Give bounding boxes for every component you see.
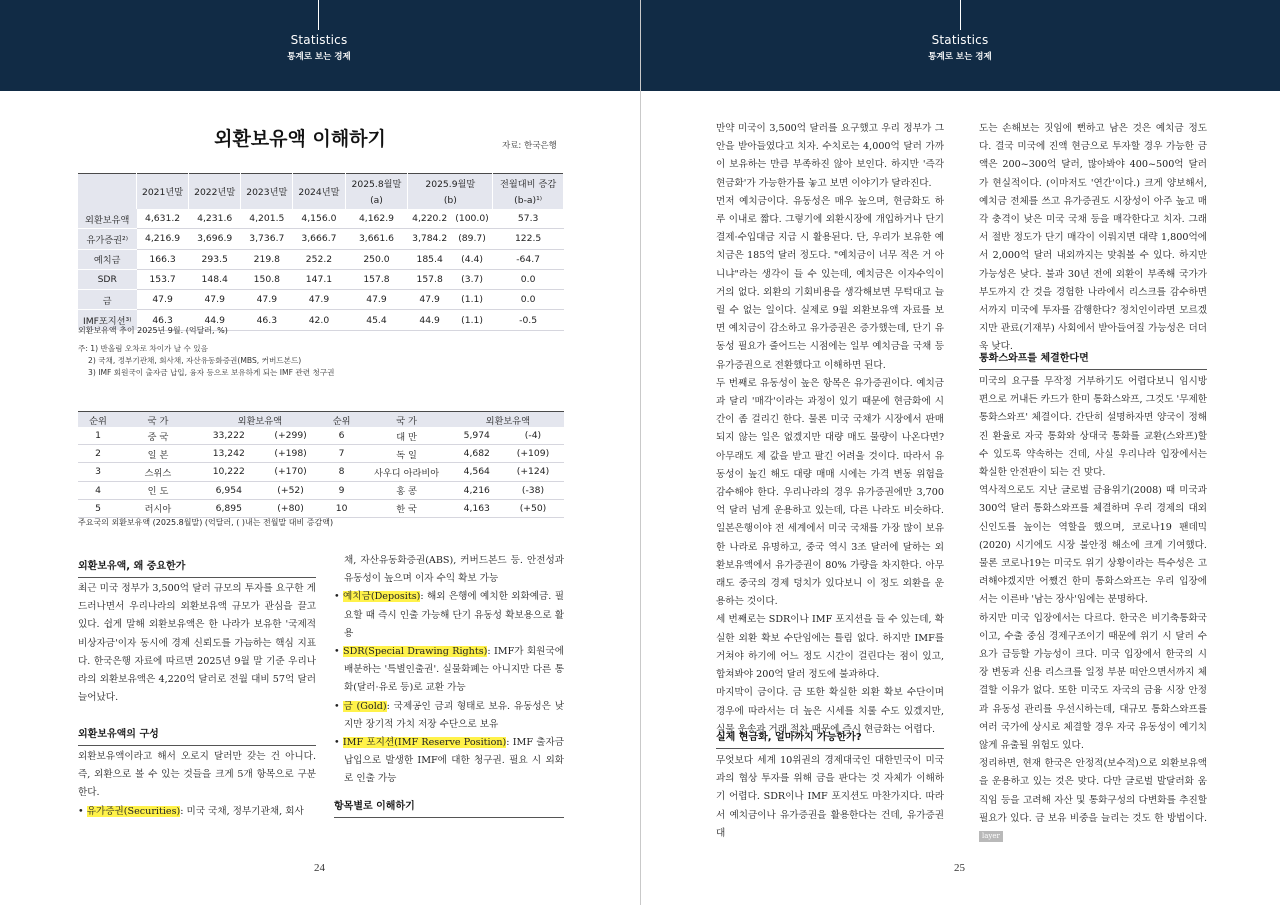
table-row [78, 445, 564, 463]
highlight-term: IMF 포지션(IMF Reserve Position) [342, 737, 507, 749]
table-header-cell: 외환보유액 [198, 412, 322, 428]
header-title-en: Statistics [290, 33, 348, 47]
table-header-cell: 2021년말 [137, 174, 189, 210]
table-cell: 3,661.6 [345, 229, 408, 249]
table-row [78, 481, 564, 499]
table-cell: 250.0 [345, 249, 408, 269]
paragraph: 미국의 요구를 무작정 거부하기도 어렵다보니 임시방편으로 꺼내든 카드가 한미 통화스와프, 그것도 '무제한 통화스와프' 체결이다. 간단히 설명하자면 양국이 정해진 환율로 자국 통화와 상대국 통화를 교환(스와프)할 수 있도록 약속하는 건데, 사실 우리나라 입장에서는 확실한 안전판이 되는 건 맞다. [979, 376, 1207, 479]
row-header-cell: IMF포지션³⁾ [78, 310, 137, 330]
paragraph-text: 정리하면, 현재 한국은 안정적(보수적)으로 외환보유액을 운용하고 있는 것은 맞다. 다만 글로벌 발달러화 움직임 등을 고려해 자산 및 통화구성의 다변화를 추진할 필요가 있다. 금 보유 비중을 늘리는 것도 한 방법이다. [979, 758, 1207, 824]
table-row [78, 229, 564, 249]
paragraph: 먼저 예치금이다. 유동성은 매우 높으며, 현금화도 하루 이내로 짧다. 그렇기에 외환시장에 개입하거나 단기 결제·수입대금 지급 시 활용된다. 단, 우리가 보유한 예치금은 185억 달러 정도다. "예치금이 너무 적은 거 아니냐"라는 생각이 들 수 있는데, 예치금은 이자수익이 거의 없다. 외환의 기회비용을 생각해보면 무턱대고 늘릴 수 없는 일이다. 실제로 9월 외환보유액 자료를 보면 예치금이 감소하고 유가증권은 증가했는데, 단기 유동성 필요가 줄어드는 시점에는 일부 예치금을 국채 등 유가증권으로 전환했다고 이해하면 된다. [716, 195, 944, 371]
table-cell: 3,696.9 [189, 229, 241, 249]
table-cell: 3,784.2 [408, 229, 451, 249]
table-cell: 1 [78, 427, 118, 445]
table-cell: 185.4 [408, 249, 451, 269]
right-page [640, 0, 1280, 905]
section-heading: 외환보유액의 구성 [78, 725, 316, 746]
bullet-text: : 국제공인 금괴 형태로 보유. 유동성은 낮지만 장기적 가치 저장 수단으로 보유 [344, 700, 564, 730]
table-row [78, 499, 564, 517]
table-cell: 4,631.2 [137, 209, 189, 229]
table-cell: 4,216.9 [137, 229, 189, 249]
paragraph: 역사적으로도 지난 글로벌 금융위기(2008) 때 미국과 300억 달러 통화스와프를 체결하며 우리 경제의 대외신인도를 높이는 역할을 했으며, 코로나19 팬데믹(2020) 시기에도 시장 불안정 해소에 크게 기여했다. 물론 코로나19는 미국도 위기 상황이라는 특수성은 고려해야겠지만 어쨌건 한미 통화스와프는 우리 입장에서는 이른바 '남는 장사'임에는 분명하다. [979, 485, 1207, 606]
article-title: 외환보유액 이해하기 [214, 128, 386, 150]
table-cell: 9 [322, 481, 362, 499]
header-rule [318, 0, 319, 30]
table-cell: 6,954 [198, 481, 260, 499]
table-header-cell: 국 가 [118, 412, 198, 428]
table-cell: 219.8 [241, 249, 293, 269]
table-cell: 13,242 [198, 445, 260, 463]
table-cell: 3,666.7 [293, 229, 345, 249]
table-cell: (+109) [502, 445, 564, 463]
table-cell: (1.1) [451, 310, 492, 330]
table-cell: (3.7) [451, 269, 492, 289]
paragraph: 외환보유액이라고 해서 오로지 달러만 갖는 건 아니다. 즉, 외환으로 볼 수 있는 것들을 크게 5개 항목으로 구분한다. [78, 751, 316, 799]
body-text [979, 120, 1207, 357]
table-cell: (100.0) [451, 209, 492, 229]
table-cell: (+52) [260, 481, 322, 499]
table-cell: 10,222 [198, 463, 260, 481]
table-cell: (+170) [260, 463, 322, 481]
table-cell: 157.8 [345, 269, 408, 289]
table-cell: 4,163 [452, 499, 502, 517]
note-line: 3) IMF 회원국이 출자금 납입, 융자 등으로 보유하게 되는 IMF 관련 청구권 [88, 368, 335, 377]
table-cell: 4,201.5 [241, 209, 293, 229]
table-cell: 4,156.0 [293, 209, 345, 229]
table2-caption: 주요국의 외환보유액 (2025.8월말) (억달러, ( )내는 전월말 대비 증감액) [78, 518, 334, 527]
table-cell: 252.2 [293, 249, 345, 269]
table-source: 자료: 한국은행 [502, 141, 557, 151]
row-header-cell: 예치금 [78, 249, 137, 269]
table-cell: 150.8 [241, 269, 293, 289]
table-cell: 3,736.7 [241, 229, 293, 249]
table-header-cell: 전월대비 증감 (b-a)¹⁾ [493, 174, 564, 210]
table-cell: 독 일 [362, 445, 452, 463]
table-header-cell: 2023년말 [241, 174, 293, 210]
paragraph: 무엇보다 세계 10위권의 경제대국인 대한민국이 미국과의 협상 투자를 위해 금을 판다는 것 자체가 이해하기 어렵다. SDR이나 IMF 포지션도 마찬가지다. 따라서 예치금이나 유가증권을 활용한다는 건데, 유가증권 대 [716, 755, 944, 839]
table-cell: (-38) [502, 481, 564, 499]
body-text [716, 120, 944, 739]
paragraph: 최근 미국 정부가 3,500억 달러 규모의 투자를 요구한 게 드러나면서 우리나라의 외환보유액 규모가 관심을 끌고 있다. 쉽게 말해 외환보유액은 한 나라가 보유한 '국제적 비상자금'이자 동시에 경제 신뢰도를 가늠하는 핵심 지표다. 한국은행 자료에 따르면 2025년 9월 말 기준 우리나라의 외환보유액은 4,220억 달러로 전월 대비 57억 달러 늘어났다. [78, 583, 316, 704]
header-title-ko: 통계로 보는 경제 [928, 52, 992, 62]
table-row [78, 249, 564, 269]
table-cell: 47.9 [189, 290, 241, 310]
table-cell: 46.3 [241, 310, 293, 330]
table-cell: (+198) [260, 445, 322, 463]
table-cell: 122.5 [493, 229, 564, 249]
table1-caption: 외환보유액 추이 2025년 9월. (억달러, %) [78, 326, 228, 335]
table-header-cell: 2024년말 [293, 174, 345, 210]
paragraph: 도는 손해보는 짓임에 뻔하고 남은 것은 예치금 정도다. 결국 미국에 진액 현금으로 투자할 경우 가능한 금액은 200~300억 달러, 많아봐야 400~500억 달러가 현실적이다. (이마저도 '연간'이다.) 크게 양보해서, 예치금 전체를 쓰고 유가증권도 시장성이 아주 높고 매각 충격이 낮은 미국 국채 등을 매각한다고 치자. 그래서 절반 정도가 단기 매각이 이뤄지면 대략 1,800억에서 2,000억 달러 내외까지는 맞춰볼 수 있다. 하지만 가능성은 낮다. 불과 30년 전에 외환이 부족해 국가가 부도까지 간 것을 경험한 나라에서 리스크를 감수하면서까지 미국에 투자를 감행한다? 정치인이라면 모르겠지만 관료(기재부) 사회에서 받아들여질 가능성은 더더욱 낮다. [979, 123, 1207, 353]
row-header-cell: 외환보유액 [78, 209, 137, 229]
table-cell: (4.4) [451, 249, 492, 269]
note-line: 2) 국채, 정부기관채, 회사채, 자산유동화증권(MBS, 커버드본드) [88, 356, 302, 365]
table-header-cell: 순위 [322, 412, 362, 428]
table-cell: 일 본 [118, 445, 198, 463]
highlight-term: SDR(Special Drawing Rights) [343, 646, 488, 658]
table-header-cell [78, 174, 137, 210]
page-number: 25 [954, 862, 965, 874]
table-cell: (+124) [502, 463, 564, 481]
table-row [78, 427, 564, 445]
table-header-cell: 외환보유액 [452, 412, 564, 428]
table-cell: 대 만 [362, 427, 452, 445]
table-cell: 47.9 [345, 290, 408, 310]
table-cell: 47.9 [293, 290, 345, 310]
paragraph: 하지만 미국 입장에서는 다르다. 한국은 비기축통화국이고, 수출 중심 경제구조이기 때문에 위기 시 달러 수요가 급등할 가능성이 크다. 미국 입장에서 한국의 시장 변동과 신용 리스크를 일정 부분 떠안으면서까지 체결할 이유가 없다. 또한 미국도 자국의 금융 시장 안정과 유동성 관리를 우선시하는데, 대규모 통화스와프를 여러 국가에 상시로 체결할 경우 자국 유동성이 예기치않게 유출될 위험도 있다. [979, 612, 1207, 752]
table-cell: 스위스 [118, 463, 198, 481]
table-cell: 4,231.6 [189, 209, 241, 229]
table-cell: 166.3 [137, 249, 189, 269]
table-header-cell: 2025.8월말 (a) [345, 174, 408, 210]
table-cell: 6 [322, 427, 362, 445]
table-cell: 4,216 [452, 481, 502, 499]
table-cell: 4 [78, 481, 118, 499]
table-cell: 5,974 [452, 427, 502, 445]
bullet-sdr: • SDR(Special Drawing Rights): IMF가 회원국에 배분하는 '특별인출권'. 실물화폐는 아니지만 다른 통화(달러·유로 등)로 교환 가능 [334, 646, 564, 694]
table-cell: 3 [78, 463, 118, 481]
table-cell: 홍 콩 [362, 481, 452, 499]
table-cell: 한 국 [362, 499, 452, 517]
table-cell: 153.7 [137, 269, 189, 289]
paragraph: 두 번째로 유동성이 높은 항목은 유가증권이다. 예치금과 달리 '매각'이라는 과정이 있기 때문에 현금화에 시간이 좀 걸리긴 한다. 물론 미국 국채가 시장에서 판매되지 않는 일은 없겠지만 대량 매도 물량이 나온다면? 아무래도 제 값을 받고 팔긴 어려울 것이다. 따라서 유동성이 높긴 해도 대량 매매 시에는 가격 변동 위험을 감수해야 한다. 우리나라의 경우 유가증권에만 3,700억 달러 넘게 운용하고 있는데, 다른 나라도 비슷하다. 일본은행이야 전 세계에서 미국 국채를 가장 많이 보유한 나라로 유명하고, 중국 역시 3조 달러에 달하는 외환보유액에서 유가증권이 80% 가량을 차지한다. 아무래도 중국의 경제 덩치가 있다보니 이 정도 외환을 운용하는 것이다. [716, 377, 944, 608]
table-cell: (-4) [502, 427, 564, 445]
note-line: 주: 1) 반올림 오차로 차이가 날 수 있음 [78, 344, 208, 353]
bullet-text: : IMF가 회원국에 배분하는 '특별인출권'. 실물화폐는 아니지만 다른 통화(달러·유로 등)로 교환 가능 [344, 646, 564, 694]
table-cell: 4,162.9 [345, 209, 408, 229]
header-title-ko: 통계로 보는 경제 [287, 52, 351, 62]
table-cell: 42.0 [293, 310, 345, 330]
table-header-cell: 국 가 [362, 412, 452, 428]
table-cell: 사우디 아라비아 [362, 463, 452, 481]
body-text [716, 752, 944, 843]
table-cell: 4,220.2 [408, 209, 451, 229]
bullet-continuation: 채, 자산유동화증권(ABS), 커버드본드 등. 안전성과 유동성이 높으며 이자 수익 확보 가능 [344, 555, 564, 585]
bullet-securities: • 유가증권(Securities): 미국 국채, 정부기관채, 회사 [78, 805, 304, 817]
bullet-gold: • 금 (Gold): 국제공인 금괴 형태로 보유. 유동성은 낮지만 장기적 가치 저장 수단으로 보유 [334, 700, 564, 730]
paragraph: 세 번째로는 SDR이나 IMF 포지션을 들 수 있는데, 확실한 외환 확보 수단임에는 틀림 없다. 하지만 IMF를 거쳐야 하기에 어느 정도 시간이 걸린다는 점이 있고, 합쳐봐야 200억 달러 정도에 불과하다. [716, 614, 944, 681]
highlight-term: 유가증권(Securities) [86, 805, 181, 817]
table-cell: 10 [322, 499, 362, 517]
table-cell: 4,564 [452, 463, 502, 481]
table-cell: 중 국 [118, 427, 198, 445]
table-cell: -0.5 [493, 310, 564, 330]
body-text [979, 373, 1207, 846]
page-header [0, 0, 640, 91]
row-header-cell: SDR [78, 269, 137, 289]
body-text [334, 552, 564, 789]
table-cell: 0.0 [493, 290, 564, 310]
reserves-table [78, 173, 564, 331]
section-heading: 외환보유액, 왜 중요한가 [78, 557, 316, 578]
table-header-cell: 2025.9월말 (b) [408, 174, 493, 210]
table-cell: 45.4 [345, 310, 408, 330]
table-header-cell: 순위 [78, 412, 118, 428]
highlight-term: 금 (Gold) [343, 700, 387, 712]
header-title-en: Statistics [931, 33, 989, 47]
section-heading: 통화스와프를 체결한다면 [979, 349, 1207, 370]
end-tag: layer [979, 831, 1003, 842]
table-cell: 2 [78, 445, 118, 463]
table-cell: 러시아 [118, 499, 198, 517]
paragraph: 마지막이 금이다. 금 또한 확실한 외환 확보 수단이며 경우에 따라서는 더 높은 시세를 치룰 수도 있겠지만, 실물 운송과 거래 절차 때문에 즉시 현금화는 어렵다. [716, 687, 944, 735]
bullet-text: : 해외 은행에 예치한 외화예금. 필요할 때 즉시 인출 가능해 단기 유동성 확보용으로 활용 [344, 591, 564, 639]
paragraph [979, 755, 1207, 846]
table-cell: 147.1 [293, 269, 345, 289]
bullet-deposits: • 예치금(Deposits): 해외 은행에 예치한 외화예금. 필요할 때 즉시 인출 가능해 단기 유동성 확보용으로 활용 [334, 591, 564, 639]
table-cell: 293.5 [189, 249, 241, 269]
bullet-text: : IMF 출자금 납입으로 발생한 IMF에 대한 청구권. 필요 시 외화로 인출 가능 [344, 737, 565, 785]
table-cell: 47.9 [241, 290, 293, 310]
table-header-cell: 2022년말 [189, 174, 241, 210]
bullet-imf: • IMF 포지션(IMF Reserve Position): IMF 출자금 납입으로 발생한 IMF에 대한 청구권. 필요 시 외화로 인출 가능 [334, 737, 565, 785]
table-cell: 4,682 [452, 445, 502, 463]
table1-notes [78, 343, 334, 379]
table-cell: (+80) [260, 499, 322, 517]
table-cell: -64.7 [493, 249, 564, 269]
table-cell: 33,222 [198, 427, 260, 445]
table-cell: (+299) [260, 427, 322, 445]
table-cell: 44.9 [189, 310, 241, 330]
highlight-term: 예치금(Deposits) [343, 591, 421, 603]
paragraph: 만약 미국이 3,500억 달러를 요구했고 우리 정부가 그 안을 받아들였다고 치자. 수치로는 4,000억 달러 가까이 보유하는 만큼 부족하진 않아 보인다. 하지만 '즉각 현금화'가 가능한가를 놓고 보면 이야기가 달라진다. [716, 123, 944, 189]
row-header-cell: 금 [78, 290, 137, 310]
table-cell: 47.9 [408, 290, 451, 310]
table-cell: 44.9 [408, 310, 451, 330]
page-number: 24 [314, 862, 325, 874]
bullet-text: : 미국 국채, 정부기관채, 회사 [180, 805, 304, 817]
row-header-cell: 유가증권²⁾ [78, 229, 137, 249]
section-heading: 실제 현금화, 얼마까지 가능한가? [716, 728, 944, 749]
body-text [78, 580, 316, 707]
table-cell: (89.7) [451, 229, 492, 249]
table-cell: 7 [322, 445, 362, 463]
table-cell: 157.8 [408, 269, 451, 289]
table-row [78, 290, 564, 310]
table-cell: 8 [322, 463, 362, 481]
table-cell: 6,895 [198, 499, 260, 517]
table-cell: 57.3 [493, 209, 564, 229]
table-row [78, 209, 564, 229]
table-cell: 인 도 [118, 481, 198, 499]
table-cell: 148.4 [189, 269, 241, 289]
country-ranking-table [78, 411, 564, 518]
table-cell: (1.1) [451, 290, 492, 310]
table-row [78, 463, 564, 481]
table-row [78, 269, 564, 289]
table-cell: (+50) [502, 499, 564, 517]
section-heading: 항목별로 이해하기 [334, 797, 564, 818]
table-cell: 0.0 [493, 269, 564, 289]
page-header [641, 0, 1280, 91]
table-cell: 5 [78, 499, 118, 517]
table-cell: 47.9 [137, 290, 189, 310]
body-text [78, 748, 316, 821]
table-cell: 46.3 [137, 310, 189, 330]
header-rule [960, 0, 961, 30]
